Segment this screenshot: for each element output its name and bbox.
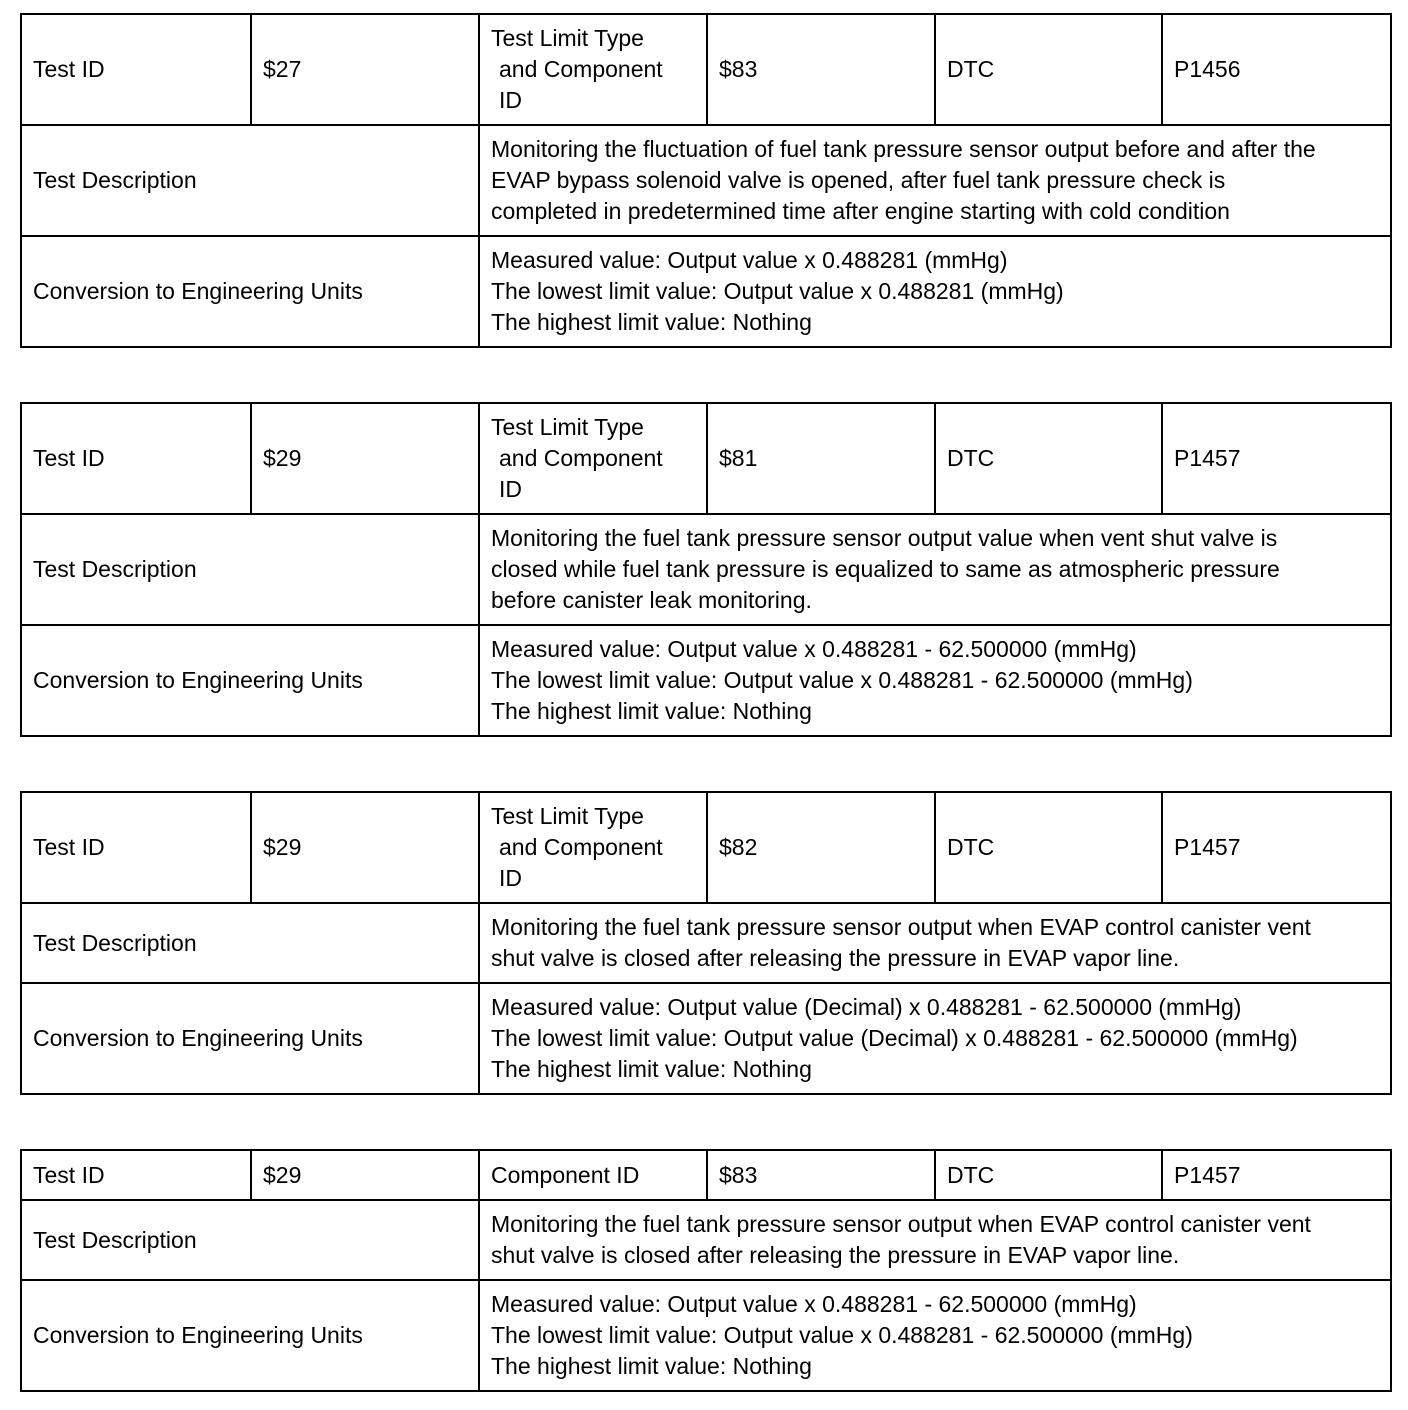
description-line: completed in predetermined time after engine starting with cold condition <box>491 198 1230 224</box>
test-description-text <box>479 1200 1391 1280</box>
test-description-label: Test Description <box>21 514 479 625</box>
test-id-label: Test ID <box>21 14 251 125</box>
test-spec-table-1 <box>20 13 1392 348</box>
limit-label-line: ID <box>499 87 522 113</box>
test-spec-table-4 <box>20 1149 1392 1392</box>
conversion-line: Measured value: Output value x 0.488281 (mmHg) <box>491 247 1008 273</box>
header-row <box>21 403 1391 514</box>
test-id-label: Test ID <box>21 792 251 903</box>
conversion-row <box>21 983 1391 1094</box>
description-line: shut valve is closed after releasing the pressure in EVAP vapor line. <box>491 1242 1180 1268</box>
description-line: Monitoring the fluctuation of fuel tank pressure sensor output before and after the <box>491 136 1316 162</box>
conversion-text <box>479 625 1391 736</box>
limit-label-line: Component ID <box>491 1161 640 1188</box>
description-row <box>21 1200 1391 1280</box>
dtc-value: P1457 <box>1162 1150 1391 1200</box>
dtc-label: DTC <box>935 792 1162 903</box>
test-id-value: $27 <box>251 14 479 125</box>
limit-label-line: and Component <box>499 834 663 860</box>
limit-label-line: ID <box>499 476 522 502</box>
conversion-line: The highest limit value: Nothing <box>491 1353 812 1379</box>
conversion-row <box>21 625 1391 736</box>
limit-type-label <box>479 14 707 125</box>
dtc-label: DTC <box>935 1150 1162 1200</box>
description-row <box>21 514 1391 625</box>
dtc-label: DTC <box>935 403 1162 514</box>
test-id-value: $29 <box>251 1150 479 1200</box>
test-spec-table-2 <box>20 402 1392 737</box>
limit-type-value: $81 <box>707 403 935 514</box>
description-line: Monitoring the fuel tank pressure sensor output when EVAP control canister vent <box>491 1211 1311 1237</box>
description-row <box>21 903 1391 983</box>
conversion-line: The highest limit value: Nothing <box>491 1056 812 1082</box>
test-description-text <box>479 903 1391 983</box>
description-line: Monitoring the fuel tank pressure sensor output when EVAP control canister vent <box>491 914 1311 940</box>
test-id-label: Test ID <box>21 403 251 514</box>
header-row <box>21 14 1391 125</box>
test-spec-table-3 <box>20 791 1392 1095</box>
limit-label-line: Test Limit Type <box>491 25 644 51</box>
description-line: EVAP bypass solenoid valve is opened, after fuel tank pressure check is <box>491 167 1226 193</box>
test-id-value: $29 <box>251 792 479 903</box>
description-line: Monitoring the fuel tank pressure sensor output value when vent shut valve is <box>491 525 1278 551</box>
limit-label-line: and Component <box>499 445 663 471</box>
conversion-line: The lowest limit value: Output value x 0.488281 (mmHg) <box>491 278 1064 304</box>
conversion-row <box>21 236 1391 347</box>
description-line: closed while fuel tank pressure is equalized to same as atmospheric pressure <box>491 556 1280 582</box>
limit-type-label <box>479 1150 707 1200</box>
conversion-label: Conversion to Engineering Units <box>21 236 479 347</box>
header-row <box>21 792 1391 903</box>
limit-label-line: ID <box>499 865 522 891</box>
conversion-line: Measured value: Output value x 0.488281 - 62.500000 (mmHg) <box>491 1291 1137 1317</box>
conversion-label: Conversion to Engineering Units <box>21 625 479 736</box>
dtc-value: P1457 <box>1162 403 1391 514</box>
conversion-line: The lowest limit value: Output value x 0.488281 - 62.500000 (mmHg) <box>491 667 1193 693</box>
test-description-label: Test Description <box>21 903 479 983</box>
conversion-row <box>21 1280 1391 1391</box>
dtc-value: P1457 <box>1162 792 1391 903</box>
dtc-label: DTC <box>935 14 1162 125</box>
limit-label-line: Test Limit Type <box>491 414 644 440</box>
description-line: shut valve is closed after releasing the pressure in EVAP vapor line. <box>491 945 1180 971</box>
limit-label-line: Test Limit Type <box>491 803 644 829</box>
conversion-line: The highest limit value: Nothing <box>491 309 812 335</box>
conversion-line: The lowest limit value: Output value (Decimal) x 0.488281 - 62.500000 (mmHg) <box>491 1025 1298 1051</box>
limit-type-label <box>479 792 707 903</box>
limit-label-line: and Component <box>499 56 663 82</box>
description-line: before canister leak monitoring. <box>491 587 812 613</box>
test-description-label: Test Description <box>21 125 479 236</box>
conversion-label: Conversion to Engineering Units <box>21 983 479 1094</box>
test-id-value: $29 <box>251 403 479 514</box>
test-description-text <box>479 514 1391 625</box>
conversion-text <box>479 983 1391 1094</box>
conversion-label: Conversion to Engineering Units <box>21 1280 479 1391</box>
limit-type-label <box>479 403 707 514</box>
test-id-label: Test ID <box>21 1150 251 1200</box>
conversion-line: The lowest limit value: Output value x 0.488281 - 62.500000 (mmHg) <box>491 1322 1193 1348</box>
description-row <box>21 125 1391 236</box>
conversion-line: Measured value: Output value x 0.488281 - 62.500000 (mmHg) <box>491 636 1137 662</box>
limit-type-value: $83 <box>707 1150 935 1200</box>
test-description-label: Test Description <box>21 1200 479 1280</box>
dtc-value: P1456 <box>1162 14 1391 125</box>
conversion-line: The highest limit value: Nothing <box>491 698 812 724</box>
limit-type-value: $82 <box>707 792 935 903</box>
conversion-text <box>479 1280 1391 1391</box>
limit-type-value: $83 <box>707 14 935 125</box>
test-description-text <box>479 125 1391 236</box>
header-row <box>21 1150 1391 1200</box>
conversion-text <box>479 236 1391 347</box>
conversion-line: Measured value: Output value (Decimal) x 0.488281 - 62.500000 (mmHg) <box>491 994 1242 1020</box>
